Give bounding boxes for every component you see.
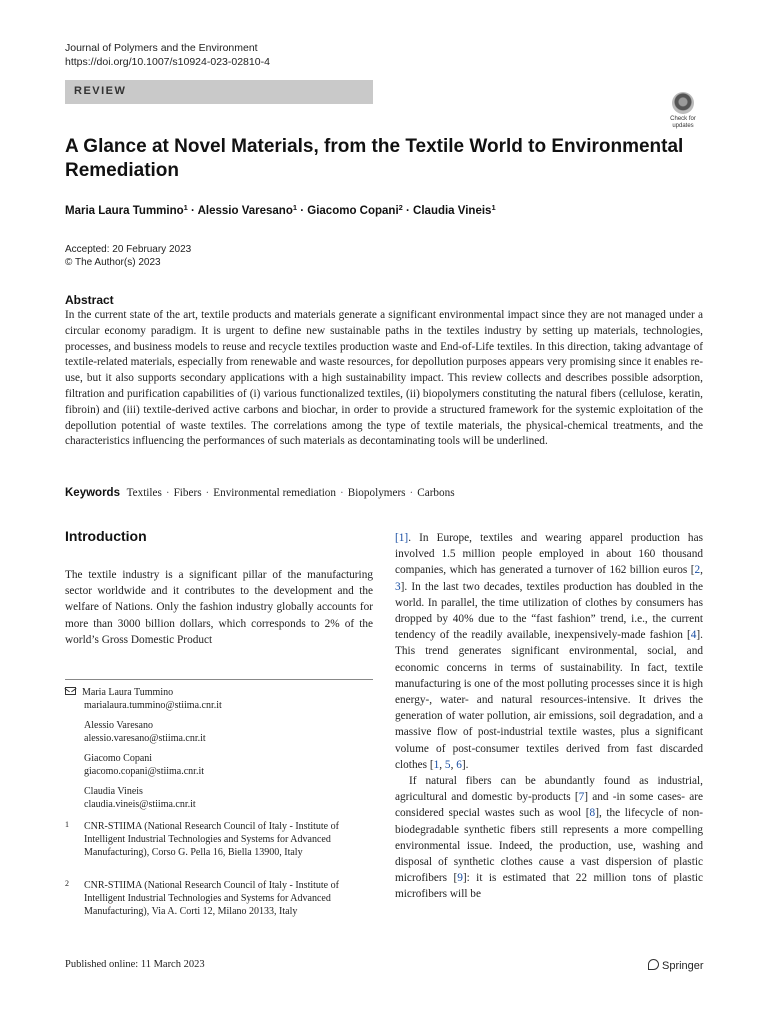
- contact-name: Giacomo Copani: [84, 753, 153, 764]
- author-affiliation-mark: 2: [398, 203, 403, 212]
- citation-link[interactable]: 6: [456, 758, 462, 771]
- keyword: Textiles: [126, 487, 162, 499]
- article-title: A Glance at Novel Materials, from the Textile World to Environmental Remediation: [65, 136, 684, 181]
- paragraph-text: ], the lifecycle of non-biodegradable synthetic fibers still represents a more compelling environmental issue. Indeed, the production, use, washing and disposal of synthetic clothes cause a vast dispersion of plastic microfibers [: [395, 807, 703, 885]
- publisher-logo[interactable]: [648, 959, 704, 972]
- keyword: Environmental remediation: [213, 487, 336, 499]
- contact-entry: [84, 719, 373, 745]
- journal-header: [65, 41, 270, 69]
- affiliation-number: 2: [65, 879, 69, 888]
- published-online: Published online: 11 March 2023: [65, 959, 205, 970]
- intro-paragraph-left: The textile industry is a significant pillar of the manufacturing sector worldwide and it contributes to the development and the welfare of Nations. Only the fashion industry globally accounts for more than 3000 billion dollars, which corresponds to 2% of the world’s Gross Domestic Product: [65, 569, 373, 646]
- contact-email[interactable]: claudia.vineis@stiima.cnr.it: [84, 799, 196, 810]
- footnote-divider: [65, 679, 373, 680]
- keyword: Carbons: [417, 487, 455, 499]
- accepted-date: Accepted: 20 February 2023: [65, 244, 192, 255]
- paragraph-text: ] and -in some cases- are considered special wastes such as wool [: [395, 791, 704, 820]
- citation-link[interactable]: 8: [589, 807, 596, 820]
- springer-horse-icon: [648, 959, 659, 970]
- left-column: [65, 528, 373, 648]
- citation-link[interactable]: [1]: [395, 532, 409, 544]
- affiliation-entry: [65, 820, 373, 859]
- contact-name: Alessio Varesano: [84, 720, 153, 731]
- contact-email[interactable]: alessio.varesano@stiima.cnr.it: [84, 733, 206, 744]
- paragraph-text: ]. This trend generates significant environmental, social, and economic concerns in terms of sustainability. In fact, textile manufacturing is one of the most polluting processes since it is high energy-, water- and natural resources-intensive. It drives the generation of water pollution, air emissions, soil degradation, and a massive flow of post-industrial textile wastes, plus a significant volume of post-consumer textiles derived from fast discarded clothes [: [395, 629, 703, 771]
- paragraph-text: ,: [439, 758, 445, 771]
- intro-paragraph-right-2: [395, 773, 703, 903]
- contact-email[interactable]: giacomo.copani@stiima.cnr.it: [84, 766, 205, 777]
- copyright-line: © The Author(s) 2023: [65, 257, 161, 268]
- author-name[interactable]: Alessio Varesano: [197, 205, 293, 217]
- contact-name: Claudia Vineis: [84, 786, 143, 797]
- paragraph-text: . In Europe, textiles and wearing apparel production has involved 1.5 million people employed in about 160 thousand companies, which has generated a turnover of 162 billion euros [: [395, 532, 703, 577]
- paragraph-text: ,: [700, 564, 703, 577]
- introduction-heading: Introduction: [65, 528, 147, 544]
- contact-email[interactable]: marialaura.tummino@stiima.cnr.it: [84, 700, 222, 711]
- contact-entry: [84, 752, 373, 778]
- paragraph-text: ]: it is estimated that 22 million tons of plastic microfibers will be: [395, 872, 703, 901]
- check-badge-text: Check for updates: [670, 116, 696, 129]
- keywords-line: Keywords Textiles · Fibers · Environmental remediation · Biopolymers · Carbons: [65, 487, 455, 499]
- keywords-label: Keywords: [65, 487, 120, 499]
- citation-link[interactable]: 3: [395, 580, 401, 593]
- author-name[interactable]: Giacomo Copani: [307, 205, 399, 217]
- author-affiliation-mark: 1: [292, 203, 298, 212]
- contact-name: Maria Laura Tummino: [82, 687, 174, 698]
- keyword: Biopolymers: [347, 487, 406, 499]
- doi-link[interactable]: https://doi.org/10.1007/s10924-023-02810-4: [65, 56, 270, 68]
- paragraph-text: ]. In the last two decades, textiles production has doubled in the world. In parallel, the time utilization of clothes by consumers has dropped by 40% due to the “fast fashion” trend, i.e., the current tendency of the readily available, inexpensively-made fashion [: [395, 580, 703, 642]
- citation-link[interactable]: 4: [690, 629, 697, 642]
- contact-entry: [65, 686, 373, 712]
- citation-link[interactable]: 7: [578, 791, 585, 804]
- author-affiliation-mark: 1: [491, 203, 496, 212]
- author-name[interactable]: Claudia Vineis: [413, 205, 492, 217]
- citation-link[interactable]: 5: [444, 758, 451, 771]
- affiliation-text: CNR-STIIMA (National Research Council of Italy - Institute of Intelligent Industrial Technologies and Systems for Advanced Manufacturing), Via A. Corti 12, Milano 20133, Italy: [84, 880, 339, 917]
- affiliation-entry: [65, 879, 373, 918]
- citation-link[interactable]: 9: [457, 872, 463, 885]
- citation-link[interactable]: 1: [433, 758, 440, 771]
- section-banner: [65, 80, 373, 104]
- paragraph-text: If natural fibers can be abundantly found as industrial, agricultural and domestic by-products [: [395, 775, 703, 804]
- abstract-text: In the current state of the art, textile products and materials generate a significant environmental impact since they are not managed under a circular economy paradigm. It is urgent to define new sustainable paths in the textiles industry by setting up materials, technologies, processes, and business models to reuse and recycle textiles production waste and End-of-Life textiles. In this direction, taking advantage of textile-related materials, especially from renewable and waste resources, for depollution purposes appears very promising since it enables re-use, but it also supports secondary applications with a high sustainability impact. This review collects and describes possible adsorption, filtration and purification capabilities of (i) various functionalized textiles, (ii) biopolymers constituting the natural fibers (cellulose, keratin, fibroin) and (iii) textile-derived active carbons and biochar, in order to provide a structured framework for the systemic exploitation of the depollution potential of waste textiles. The correlations among the type of textile materials, the physical-chemical treatments, and the characteristics influencing the performances of such materials as decontaminating tools will be underlined.: [65, 309, 703, 448]
- affiliation-text: CNR-STIIMA (National Research Council of Italy - Institute of Intelligent Industrial Technologies and Systems for Advanced Manufacturing), Corso G. Pella 16, Biella 13900, Italy: [84, 821, 339, 858]
- citation-link[interactable]: 2: [694, 564, 701, 577]
- crossmark-icon: [672, 92, 694, 114]
- envelope-icon: [65, 687, 76, 695]
- check-for-updates-badge[interactable]: [664, 92, 702, 130]
- corresponding-authors: [65, 686, 373, 818]
- section-label: REVIEW: [74, 85, 127, 97]
- publisher-name: Springer: [662, 960, 704, 972]
- abstract-heading: Abstract: [65, 293, 114, 307]
- author-name[interactable]: Maria Laura Tummino: [65, 205, 184, 217]
- author-affiliation-mark: 1: [183, 203, 188, 212]
- intro-paragraph-right-1: [395, 530, 703, 773]
- author-list: Maria Laura Tummino$^1$ · Alessio Varesano$^1$ · Giacomo Copani$^2$ · Claudia Vineis$^1$: [65, 203, 496, 217]
- paragraph-text: ,: [450, 758, 457, 771]
- contact-entry: [84, 785, 373, 811]
- paragraph-text: ].: [461, 758, 469, 771]
- affiliation-number: 1: [65, 820, 69, 829]
- right-column: [395, 530, 703, 903]
- keyword: Fibers: [173, 487, 202, 499]
- journal-name: Journal of Polymers and the Environment: [65, 42, 258, 54]
- article-dates: [65, 243, 191, 269]
